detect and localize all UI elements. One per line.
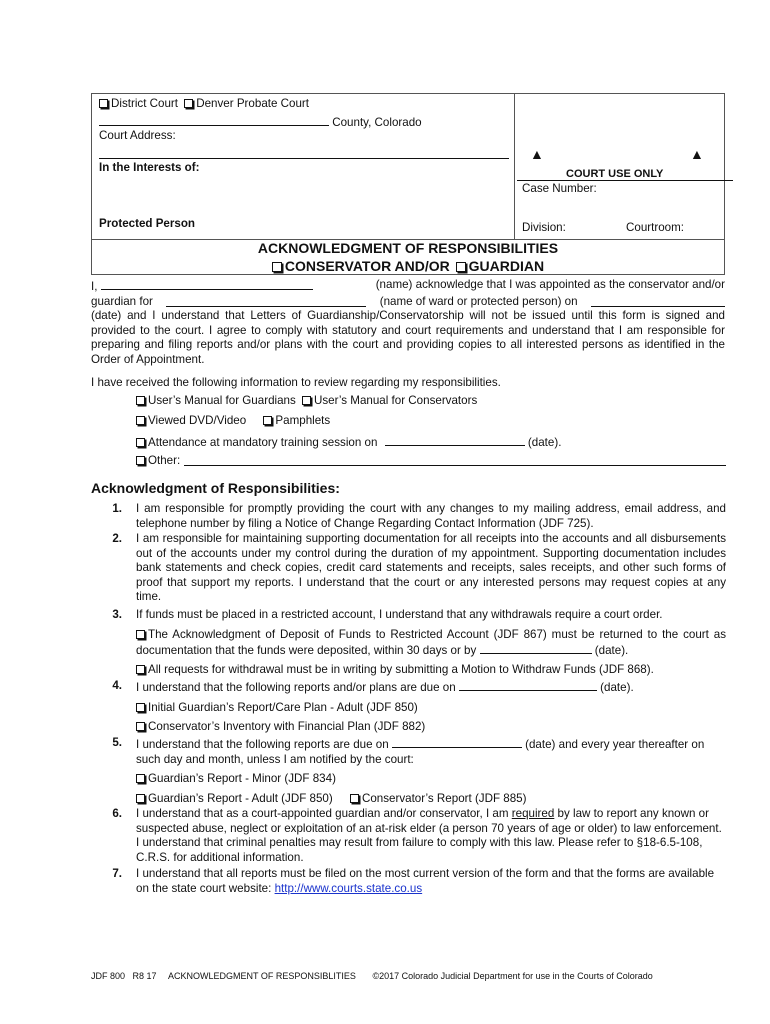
ack-item-5-sub1-text: Guardian’s Report - Minor (JDF 834) [148, 772, 336, 786]
conservator-checkbox[interactable] [272, 262, 282, 272]
manual-conservators-label: User’s Manual for Conservators [314, 394, 478, 407]
ack-item-5 [106, 736, 726, 806]
intro-line2 [91, 295, 725, 310]
ack-item-7 [106, 867, 726, 896]
appointee-name-field[interactable] [101, 278, 313, 290]
interests-label: In the Interests of: [99, 161, 200, 174]
case-number-label: Case Number: [522, 182, 597, 195]
court-use-only: COURT USE ONLY [566, 168, 664, 180]
manual-guardians-label: User’s Manual for Guardians [148, 394, 296, 407]
ack-item-3-sub2 [136, 663, 726, 678]
ack-item-4 [106, 679, 726, 735]
ack-item-3-number: 3. [112, 608, 122, 621]
training-date-suffix: (date). [527, 436, 562, 449]
received-row1 [136, 394, 477, 409]
ack-heading: Acknowledgment of Responsibilities: [91, 480, 340, 496]
ack-item-7-text-body: I understand that all reports must be filed on the most current version of the form and that the forms are available on the state court website: [136, 867, 715, 895]
footer-copyright: ©2017 Colorado Judicial Department for use in the Courts of Colorado [372, 971, 653, 981]
county-field[interactable] [99, 114, 329, 126]
intro-name-ack: (name) acknowledge that I was appointed as the conservator and/or [375, 278, 725, 291]
footer [91, 970, 731, 982]
court-address-label: Court Address: [99, 129, 176, 142]
reports-due-date-field[interactable] [459, 679, 597, 691]
guardian-checkbox[interactable] [456, 262, 466, 272]
protected-person-label: Protected Person [99, 217, 195, 230]
intro-paragraph [91, 278, 725, 368]
intro-name-of-ward: (name of ward or protected person) on [379, 294, 578, 308]
ack-item-5-number: 5. [112, 736, 122, 749]
conservator-label: CONSERVATOR AND/OR [284, 258, 450, 274]
ack-item-5-tail: (date) and every year thereafter on such day and month, unless I am notified by the court: [136, 738, 705, 766]
received-lead: I have received the following information to review regarding my responsibilities. [91, 376, 501, 389]
ack-item-6 [106, 807, 726, 865]
ack-item-6-required: required [511, 807, 555, 820]
county-suffix: County, Colorado [332, 116, 422, 129]
intro-i-label: I, [91, 280, 98, 293]
ack-item-5-line [136, 736, 726, 767]
footer-form-title: ACKNOWLEDGMENT OF RESPONSIBLITIES [168, 971, 356, 981]
ack-item-4-sub1-text: Initial Guardian’s Report/Care Plan - Adult (JDF 850) [148, 700, 418, 714]
ack-item-5-text: I understand that the following reports are due on [136, 738, 389, 751]
ack-item-4-number: 4. [112, 679, 122, 692]
inventory-checkbox[interactable] [136, 722, 145, 731]
ack-item-4-text: I understand that the following reports and/or plans are due on [136, 681, 456, 694]
ack-item-4-sub2 [136, 720, 726, 735]
court-address-field[interactable] [99, 158, 509, 159]
ack-item-7-number: 7. [112, 867, 122, 880]
withdrawal-checkbox[interactable] [136, 665, 145, 674]
form-title [91, 239, 725, 275]
triangle-left-icon: ▲ [530, 146, 544, 162]
other-field[interactable] [184, 454, 726, 466]
ack-item-2-number: 2. [112, 532, 122, 545]
court-type-row [99, 97, 309, 112]
dvd-checkbox[interactable] [136, 416, 145, 425]
received-row2 [136, 414, 330, 429]
form-title-line2 [92, 257, 724, 275]
initial-report-checkbox[interactable] [136, 703, 145, 712]
ack-item-5-sub3-text: Conservator’s Report (JDF 885) [361, 791, 527, 805]
restricted-deposit-date-field[interactable] [480, 642, 592, 654]
restricted-deposit-checkbox[interactable] [136, 630, 145, 639]
pamphlets-checkbox[interactable] [263, 416, 272, 425]
guardian-minor-report-checkbox[interactable] [136, 774, 145, 783]
ack-item-1-text: I am responsible for promptly providing the court with any changes to my mailing address, email address, and telephone number by filing a Notice of Change Regarding Contact Information (JDF 725). [136, 502, 726, 530]
district-court-label: District Court [111, 97, 178, 110]
dvd-label: Viewed DVD/Video [148, 414, 247, 427]
footer-form-id: JDF 800 R8 17 [91, 971, 157, 981]
ack-item-5-sub1 [136, 772, 726, 787]
intro-line1 [91, 278, 725, 295]
ack-item-2 [106, 532, 726, 605]
ack-item-3 [106, 608, 726, 677]
ack-item-3-text: If funds must be placed in a restricted account, I understand that any withdrawals require a court order. [136, 608, 663, 621]
training-date-field[interactable] [385, 434, 525, 446]
ack-item-6-text-b: by law to report any known or suspected abuse, neglect or exploitation of an at-risk elder (a person 70 years of age or older) to law enforcement. I understand that criminal penalties may result from failure to comply with this law. Please refer to §18-6.5-108, C.R.S. for additional information. [136, 807, 722, 864]
intro-guardian-for: guardian for [91, 294, 153, 308]
ack-item-1 [106, 502, 726, 531]
received-row3 [136, 434, 561, 451]
ack-item-3-sub1-date: (date). [594, 644, 629, 658]
ack-item-3-sub1 [136, 628, 726, 659]
pamphlets-label: Pamphlets [275, 414, 331, 427]
denver-probate-checkbox[interactable] [184, 99, 193, 108]
ack-item-3-sub2-text: All requests for withdrawal must be in writing by submitting a Motion to Withdraw Funds (JDF 868). [148, 662, 654, 676]
appointment-date-field[interactable] [591, 295, 725, 307]
ack-item-5-sub2-text: Guardian’s Report - Adult (JDF 850) [148, 791, 333, 805]
caption-divider [514, 93, 515, 240]
district-court-checkbox[interactable] [99, 99, 108, 108]
courts-website-link[interactable]: http://www.courts.state.co.us [274, 881, 423, 895]
guardian-adult-report-checkbox[interactable] [136, 794, 145, 803]
denver-probate-label: Denver Probate Court [196, 97, 310, 110]
conservator-report-checkbox[interactable] [350, 794, 359, 803]
ack-item-1-number: 1. [112, 502, 122, 515]
court-use-rule [517, 180, 733, 181]
ack-item-4-line [136, 679, 726, 696]
ward-name-field[interactable] [166, 295, 366, 307]
courtroom-label: Courtroom: [626, 221, 684, 234]
ack-item-4-sub2-text: Conservator’s Inventory with Financial Plan (JDF 882) [148, 720, 426, 734]
form-title-line1: ACKNOWLEDGMENT OF RESPONSIBILITIES [257, 240, 559, 256]
ack-item-6-text [136, 807, 726, 865]
guardian-label: GUARDIAN [468, 258, 545, 274]
ack-item-4-date: (date). [600, 681, 634, 694]
manual-guardians-checkbox[interactable] [136, 396, 145, 405]
division-label: Division: [522, 221, 566, 234]
ack-item-5-sub23 [136, 792, 726, 807]
ack-item-6-number: 6. [112, 807, 122, 820]
ack-item-7-text [136, 867, 726, 896]
annual-due-date-field[interactable] [392, 736, 522, 748]
other-checkbox[interactable] [136, 456, 145, 465]
triangle-right-icon: ▲ [690, 146, 704, 162]
training-checkbox[interactable] [136, 438, 145, 447]
manual-conservators-checkbox[interactable] [302, 396, 311, 405]
received-row4 [136, 454, 726, 469]
other-label: Other: [148, 454, 181, 467]
training-label: Attendance at mandatory training session on [148, 436, 378, 449]
intro-rest: (date) and I understand that Letters of Guardianship/Conservatorship will not be issued until this form is signed and provided to the court. I agree to comply with statutory and court requirements and understand that I am responsible for preparing and filing reports and/or plans with the court and providing copies to all interested persons as identified in the Order of Appointment. [91, 309, 725, 366]
ack-item-2-text: I am responsible for maintaining supporting documentation for all receipts into the accounts and all disbursements out of the accounts under my control during the duration of my appointment. Supporting documentation includes bank statements and check copies, credit card statements and receipts, sales receipts, and other such forms of proof that support my reports. I understand that the court or any interested persons may request copies at any time. [136, 532, 726, 604]
ack-item-4-sub1 [136, 701, 726, 716]
ack-item-6-text-a: I understand that as a court-appointed guardian and/or conservator, I am [136, 807, 509, 820]
ack-item-3-sub1-text: The Acknowledgment of Deposit of Funds to Restricted Account (JDF 867) must be returned to the court as documentation that the funds were deposited, within 30 days or by [136, 627, 726, 658]
